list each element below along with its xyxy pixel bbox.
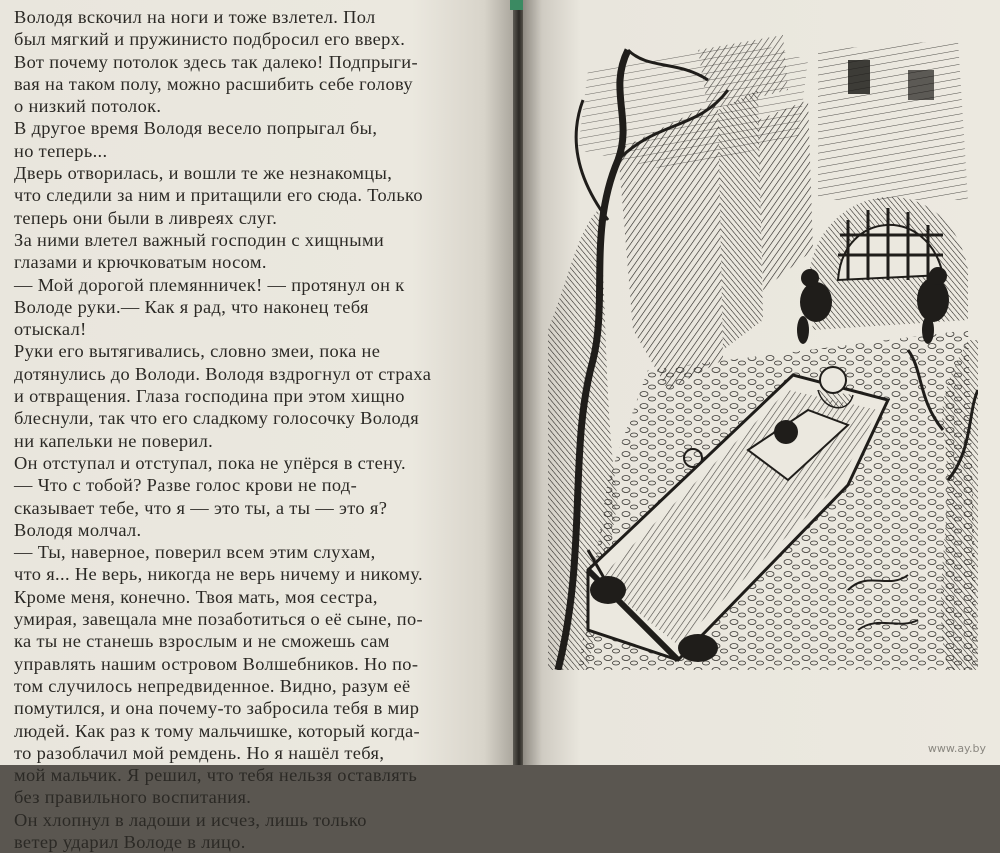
text-line: Он хлопнул в ладоши и исчез, лишь только [14, 809, 367, 830]
text-line: — Что с тобой? Разве голос крови не под- [14, 475, 358, 496]
text-line: Володя молчал. [14, 519, 142, 540]
text-line: Руки его вытягивались, словно змеи, пока не [14, 341, 381, 362]
text-line: и отвращения. Глаза господина при этом хищно [14, 386, 405, 407]
text-line: что я... Не верь, никогда не верь ничему и никому. [14, 564, 423, 585]
text-line: помутился, и она почему-то забросила тебя в мир [14, 698, 420, 719]
text-line: что следили за ним и притащили его сюда. Только [14, 185, 423, 206]
text-line: Он отступал и отступал, пока не упёрся в стену. [14, 452, 406, 473]
text-line: управлять нашим островом Волшебников. Но по- [14, 653, 419, 674]
text-line: но теперь... [14, 140, 108, 161]
text-line: — Ты, наверное, поверил всем этим слухам, [14, 542, 376, 563]
text-line: о низкий потолок. [14, 96, 162, 117]
text-line: За ними влетел важный господин с хищными [14, 229, 385, 250]
text-line: том случилось непредвиденное. Видно, разум её [14, 675, 411, 696]
text-line: — Мой дорогой племянничек! — протянул он к [14, 274, 405, 295]
text-line: ветер ударил Володе в лицо. [14, 831, 246, 852]
bookmark-edge [510, 0, 524, 10]
watermark: www.ay.by [927, 742, 986, 755]
illustration [548, 30, 978, 670]
text-line: отыскал! [14, 319, 87, 340]
text-line: то разоблачил мой ремдень. Но я нашёл тебя, [14, 742, 385, 763]
text-line: глазами и крючковатым носом. [14, 252, 267, 273]
text-line: дотянулись до Володи. Володя вздрогнул от страха [14, 363, 432, 384]
text-line: ни капельки не поверил. [14, 430, 214, 451]
text-line: Дверь отворилась, и вошли те же незнакомцы, [14, 163, 393, 184]
text-line: Вот почему потолок здесь так далеко! Подпрыги- [14, 51, 418, 72]
text-line: блеснули, так что его сладкому голосочку Володя [14, 408, 420, 429]
text-line: был мягкий и пружинисто подбросил его вверх. [14, 29, 406, 50]
text-line: умирая, завещала мне позаботиться о её сыне, по- [14, 609, 423, 630]
text-line: Володе руки.— Как я рад, что наконец тебя [14, 296, 369, 317]
text-line: сказывает тебе, что я — это ты, а ты — это я? [14, 497, 388, 518]
text-line: людей. Как раз к тому мальчишке, который когда- [14, 720, 421, 741]
text-line: Кроме меня, конечно. Твоя мать, моя сестра, [14, 586, 378, 607]
page-text [14, 6, 492, 853]
text-line: В другое время Володя весело попрыгал бы, [14, 118, 378, 139]
text-line: ка ты не станешь взрослым и не сможешь сам [14, 631, 390, 652]
text-line: Володя вскочил на ноги и тоже взлетел. Пол [14, 7, 376, 27]
text-line: мой мальчик. Я решил, что тебя нельзя оставлять [14, 765, 418, 786]
text-line: теперь они были в ливреях слуг. [14, 207, 278, 228]
text-line: без правильного воспитания. [14, 787, 252, 808]
text-line: вая на таком полу, можно расшибить себе голову [14, 73, 413, 94]
